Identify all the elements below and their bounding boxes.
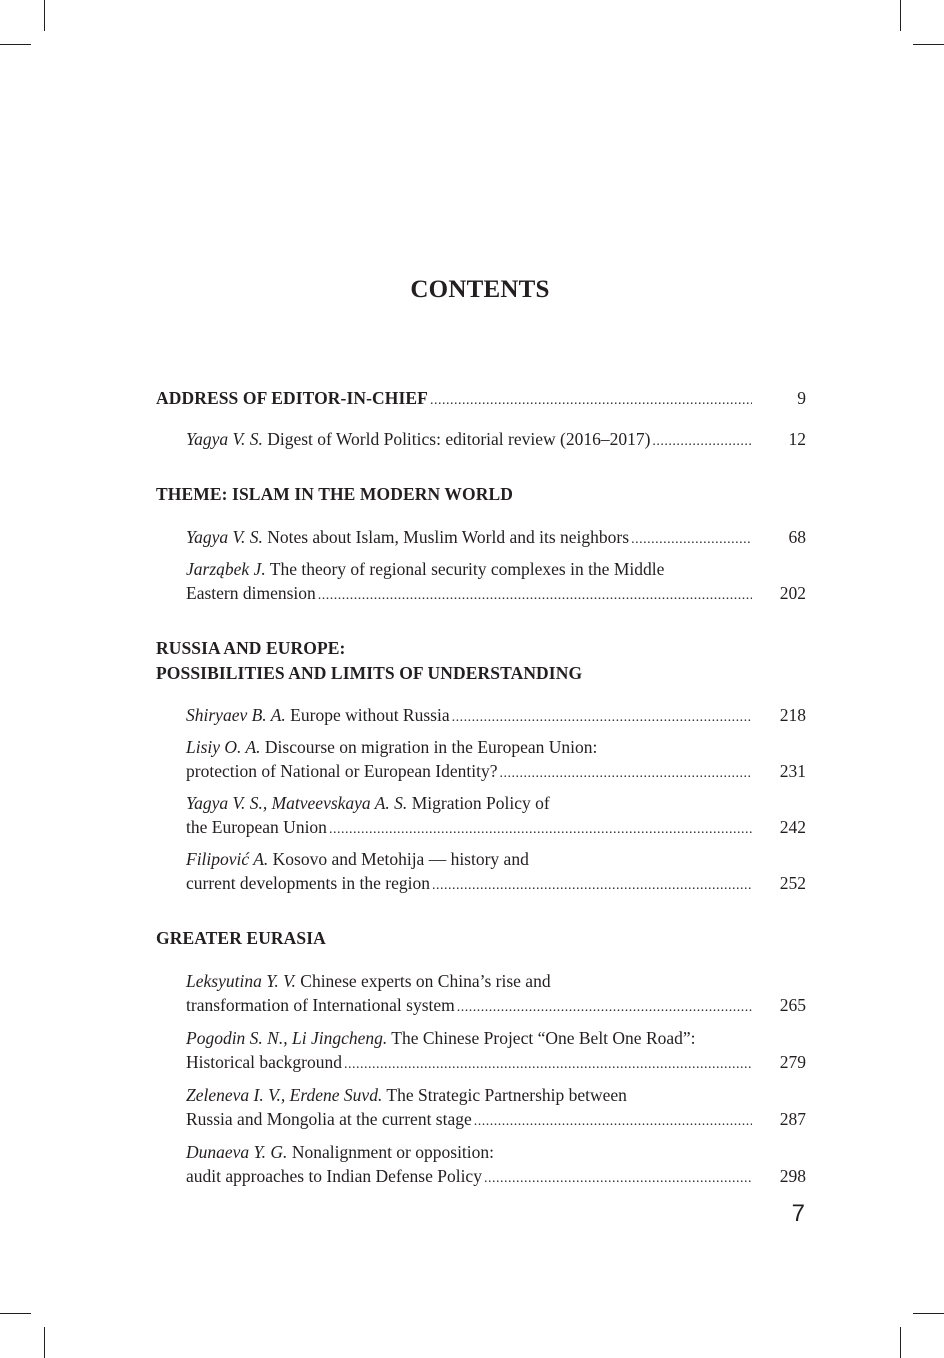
crop-mark (44, 0, 45, 31)
crop-mark (900, 1327, 901, 1358)
toc-entry-title: Digest of World Politics: editorial review (2016–2017) (267, 429, 651, 449)
toc-author: Jarząbek J. (186, 559, 266, 579)
toc-page-number: 279 (779, 1052, 806, 1072)
toc-page-number: 298 (779, 1166, 806, 1186)
toc-entry[interactable] (156, 427, 806, 454)
table-of-contents (156, 386, 806, 1191)
section-heading: THEME: ISLAM IN THE MODERN WORLD (156, 484, 513, 504)
leader-dots (329, 818, 752, 842)
toc-page-number: 68 (788, 527, 806, 547)
toc-entry[interactable] (156, 703, 806, 730)
toc-entry[interactable] (156, 969, 806, 1020)
leader-dots (631, 528, 752, 552)
toc-entry-title-cont: the European Union (186, 817, 327, 837)
crop-mark (0, 44, 31, 45)
toc-entry-title-cont: transformation of International system (186, 995, 455, 1015)
toc-entry-title: The Strategic Partnership between (386, 1085, 627, 1105)
crop-mark (913, 44, 944, 45)
leader-dots (318, 584, 752, 608)
toc-entry-title-cont: Eastern dimension (186, 583, 316, 603)
toc-page-number: 252 (779, 873, 806, 893)
toc-entry-title: Nonalignment or opposition: (291, 1142, 495, 1162)
toc-author: Zeleneva I. V., Erdene Suvd. (186, 1085, 383, 1105)
page-title: CONTENTS (410, 276, 550, 303)
toc-author: Shiryaev B. A. (186, 705, 286, 725)
section-heading: RUSSIA AND EUROPE: POSSIBILITIES AND LIMITS OF UNDERSTANDING (156, 638, 583, 683)
toc-author: Leksyutina Y. V. (186, 971, 296, 991)
toc-entry-title: Kosovo and Metohija — history and (272, 849, 529, 869)
toc-page-number: 242 (779, 817, 806, 837)
leader-dots (500, 762, 753, 786)
toc-entry-title: Europe without Russia (290, 705, 450, 725)
toc-entry-title-cont: protection of National or European Identity? (186, 761, 498, 781)
toc-author: Yagya V. S. (186, 527, 263, 547)
toc-entry-title-cont: audit approaches to Indian Defense Policy (186, 1166, 482, 1186)
section-heading: GREATER EURASIA (156, 928, 326, 948)
leader-dots (474, 1110, 752, 1134)
toc-author: Dunaeva Y. G. (186, 1142, 288, 1162)
toc-author: Filipović A. (186, 849, 269, 869)
toc-entry-title: The Chinese Project “One Belt One Road”: (391, 1028, 696, 1048)
crop-mark (913, 1313, 944, 1314)
toc-entry-address[interactable] (156, 386, 806, 410)
toc-entry-title-cont: Russia and Mongolia at the current stage (186, 1109, 472, 1129)
toc-entry[interactable] (156, 1140, 806, 1191)
toc-page-number: 265 (779, 995, 806, 1015)
leader-dots (432, 874, 752, 898)
toc-entry[interactable] (156, 847, 806, 898)
toc-entry[interactable] (156, 791, 806, 842)
leader-dots (452, 706, 752, 730)
leader-dots (457, 996, 752, 1020)
toc-author: Lisiy O. A. (186, 737, 261, 757)
toc-author: Yagya V. S. (186, 429, 263, 449)
toc-page-number: 218 (779, 705, 806, 725)
toc-page-number: 231 (779, 761, 806, 781)
toc-entry-title-cont: Historical background (186, 1052, 342, 1072)
toc-entry-title: ADDRESS OF EDITOR-IN-CHIEF (156, 388, 428, 408)
crop-mark (0, 1313, 31, 1314)
toc-entry[interactable] (156, 1083, 806, 1134)
toc-entry-title: Notes about Islam, Muslim World and its neighbors (267, 527, 630, 547)
toc-page-number: 202 (779, 583, 806, 603)
toc-entry-title: Discourse on migration in the European Union: (264, 737, 598, 757)
toc-page-number: 287 (779, 1109, 806, 1129)
toc-entry[interactable] (156, 525, 806, 552)
toc-page-number: 9 (797, 388, 806, 408)
crop-mark (900, 0, 901, 31)
toc-author: Pogodin S. N., Li Jingcheng. (186, 1028, 388, 1048)
toc-author: Yagya V. S., Matveevskaya A. S. (186, 793, 408, 813)
toc-entry[interactable] (156, 557, 806, 608)
leader-dots (430, 389, 752, 413)
toc-entry[interactable] (156, 1026, 806, 1077)
toc-entry-title: The theory of regional security complexes in the Middle (269, 559, 665, 579)
toc-entry-title: Migration Policy of (411, 793, 550, 813)
leader-dots (484, 1167, 752, 1191)
toc-page-number: 12 (788, 429, 806, 449)
leader-dots (652, 430, 752, 454)
toc-entry-title: Chinese experts on China’s rise and (300, 971, 551, 991)
toc-entry[interactable] (156, 735, 806, 786)
leader-dots (344, 1053, 752, 1077)
crop-mark (44, 1327, 45, 1358)
toc-entry-title-cont: current developments in the region (186, 873, 430, 893)
page-number: 7 (791, 1200, 805, 1227)
